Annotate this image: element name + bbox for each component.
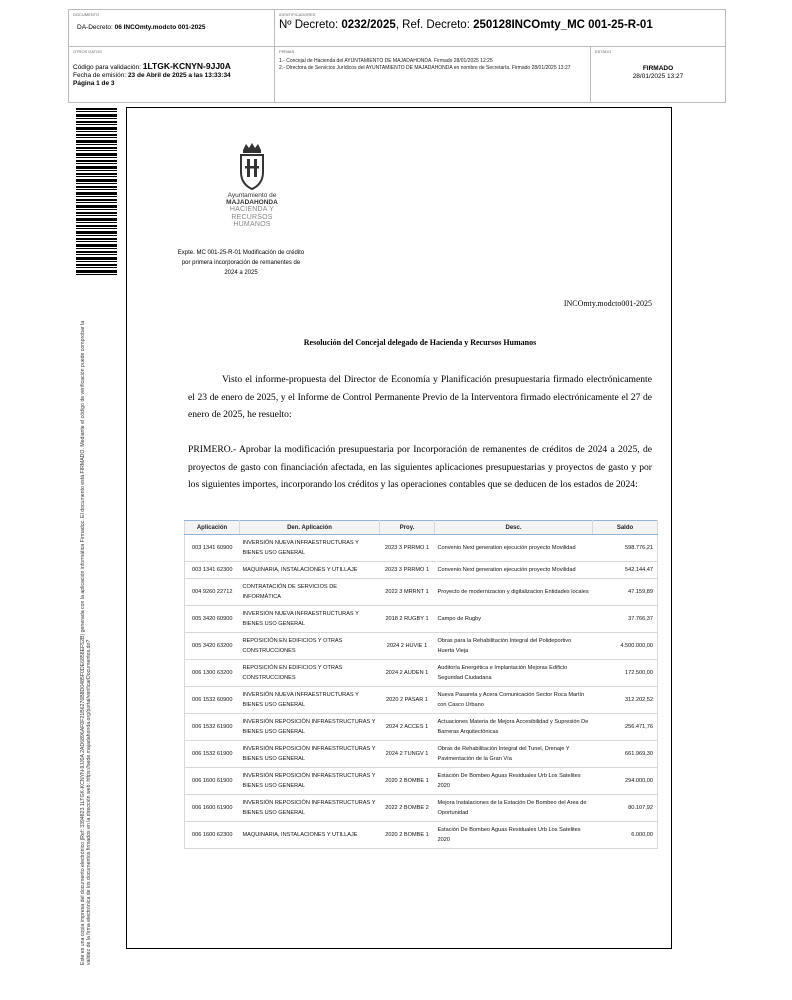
cell-aplicacion: 003 1341 60900 [185, 535, 240, 562]
page-counter: Página 1 de 3 [73, 80, 115, 87]
cell-den-aplicacion: INVERSIÓN REPOSICIÓN INFRAESTRUCTURAS Y BIENES USO GENERAL [240, 714, 380, 741]
cell-saldo: 661.969,30 [593, 741, 658, 768]
fecha-prefix: Fecha de emisión: [73, 72, 127, 79]
documento-value [77, 24, 206, 31]
ref-prefix: , Ref. Decreto: [395, 19, 470, 31]
paragraph-primero: PRIMERO.- Aprobar la modificación presupuestaria por Incorporación de remanentes de créditos de 2024 a 2025, de proyectos de gasto con financiación afectada, en las siguientes aplicaciones presupuestarias y proyectos de gasto y por los siguientes importes, incorporando los créditos y las operaciones contables que se deducen de los estados de 2024: [188, 444, 652, 490]
cell-proyecto: 2023 3 PRRMO 1 [380, 535, 435, 562]
cell-aplicacion: 006 1600 61900 [185, 795, 240, 822]
cell-descripcion: Convenio Next generation ejecución proyecto Movilidad [435, 562, 593, 579]
cell-aplicacion: 004 9260 22712 [185, 579, 240, 606]
validation-code[interactable] [73, 61, 231, 71]
documento-name: 06 INCOmty.modcto 001-2025 [114, 24, 206, 31]
cell-aplicacion: 006 1532 60900 [185, 687, 240, 714]
cell-descripcion: Convenio Next generation ejecución proyecto Movilidad [435, 535, 593, 562]
firma-item: 2.- Directora de Servicios Jurídicos del AYUNTAMIENTO DE MAJADAHONDA en nombre de Secretaría. Firmado 28/01/2025 13:27 [279, 64, 571, 71]
table-row [185, 660, 658, 687]
cell-den-aplicacion: INVERSIÓN NUEVA INFRAESTRUCTURAS Y BIENES USO GENERAL [240, 535, 380, 562]
cell-descripcion: Obras para la Rehabilitación Integral del Polideportivo Huerta Vieja [435, 633, 593, 660]
cell-descripcion: Auditoría Energética e Implantación Mejoras Edificio Seguridad Ciudadana [435, 660, 593, 687]
cell-aplicacion: 006 1300 63200 [185, 660, 240, 687]
cell-proyecto: 2018 2 RUGBY 1 [380, 606, 435, 633]
cell-descripcion: Nueva Pasarela y Acera Comunicación Sector Roca Martín con Casco Urbano [435, 687, 593, 714]
table-row [185, 606, 658, 633]
cell-den-aplicacion: INVERSIÓN REPOSICIÓN INFRAESTRUCTURAS Y BIENES USO GENERAL [240, 795, 380, 822]
logo-line-3: HACIENDA Y RECURSOS [229, 206, 275, 221]
document-reference: INCOmty.modcto001-2025 [563, 299, 652, 308]
identificadores-cell [275, 10, 725, 47]
decreto-prefix: Nº Decreto: [279, 19, 339, 31]
cell-descripcion: Mejora Instalaciones de la Estación De Bombeo del Area de Oportunidad [435, 795, 593, 822]
cell-den-aplicacion: MAQUINARIA, INSTALACIONES Y UTILLAJE [240, 822, 380, 849]
firma-item: 1.- Concejal de Hacienda del AYUNTAMIENTO DE MAJADAHONDA. Firmado 28/01/2025 12:25 [279, 58, 493, 64]
signature-header [68, 9, 726, 103]
col-aplicacion: Aplicación [185, 521, 240, 535]
documento-prefix: DA-Decreto: [77, 24, 113, 31]
col-proyecto: Proy. [380, 521, 435, 535]
table-header-row [185, 521, 658, 535]
cell-saldo: 172.500,00 [593, 660, 658, 687]
table-row [185, 579, 658, 606]
cell-den-aplicacion: REPOSICIÓN EN EDIFICIOS Y OTRAS CONSTRUCCIONES [240, 633, 380, 660]
cell-saldo: 47.159,89 [593, 579, 658, 606]
table-row [185, 822, 658, 849]
cell-saldo: 294.000,00 [593, 768, 658, 795]
cell-proyecto: 2020 2 BOMBE 1 [380, 768, 435, 795]
table-body [185, 535, 658, 849]
firmas-label: FIRMAS [279, 49, 295, 54]
estado-cell [591, 47, 725, 102]
cell-descripcion: Estación De Bombeo Aguas Residuales Urb Los Satelites 2020 [435, 822, 593, 849]
cell-proyecto: 2020 2 PASAR 1 [380, 687, 435, 714]
paragraph-visto: Visto el informe-propuesta del Director de Economía y Planificación presupuestaria firmado electrónicamente el 23 de enero de 2025, y el Informe de Control Permanente Previo de la Interventora firmado electrónicamente el 27 de enero de 2025, he resuelto: [188, 374, 652, 420]
table-row [185, 562, 658, 579]
cell-descripcion: Obras de Rehabilitación Integral del Tunel, Drenaje Y Pavimentación de la Gran Vía [435, 741, 593, 768]
status-badge: FIRMADO [642, 65, 674, 72]
table-row [185, 633, 658, 660]
verification-side-text: Este es una copia impresa del documento electrónico (Ref: 3394823 1LTGK-KCNYN-9JJ0A 2AD6896AF0F21B6276B8D0485F0DE6858EF52B) generada con la aplicación informática Firmadoc. El documento está FIRMADO. Mediante el código de verificación puede comprobar la validez de la firma electrónica de los documentos firmados en la dirección web: https://sede.majadahonda.org/portal/verificarDocumentos.do? [80, 320, 93, 965]
cell-saldo: 4.500.000,00 [593, 633, 658, 660]
cell-aplicacion: 006 1600 61900 [185, 768, 240, 795]
fecha-value: 23 de Abril de 2025 a las 13:33:34 [127, 72, 231, 79]
cell-saldo: 598.776,21 [593, 535, 658, 562]
cell-saldo: 37.766,37 [593, 606, 658, 633]
table-row [185, 714, 658, 741]
logo-line-4: HUMANOS [233, 221, 271, 228]
cell-saldo: 542.144,47 [593, 562, 658, 579]
cell-aplicacion: 006 1600 62300 [185, 822, 240, 849]
cell-saldo: 6.000,00 [593, 822, 658, 849]
cell-proyecto: 2022 2 BOMBE 2 [380, 795, 435, 822]
cell-descripcion: Proyecto de modernizacion y digitalizacion Entidades locales [435, 579, 593, 606]
table-row [185, 795, 658, 822]
emission-date [73, 72, 231, 79]
firmas-cell [275, 47, 591, 102]
documento-cell [69, 10, 275, 47]
cell-proyecto: 2020 2 BOMBE 1 [380, 822, 435, 849]
municipality-logo [212, 142, 292, 234]
cell-proyecto: 2024 2 TUNGV 1 [380, 741, 435, 768]
col-den-aplicacion: Den. Aplicación [240, 521, 380, 535]
cell-proyecto: 2023 3 PRRMO 1 [380, 562, 435, 579]
identificadores-value [279, 19, 659, 31]
coat-of-arms-icon [235, 142, 269, 192]
codigo-prefix: Código para validación: [73, 64, 141, 71]
cell-descripcion: Campo de Rugby [435, 606, 593, 633]
documento-label: DOCUMENTO [73, 12, 100, 17]
budget-table [184, 520, 658, 849]
table-row [185, 687, 658, 714]
cell-descripcion: Estación De Bombeo Aguas Residuales Urb Los Satelites 2020 [435, 768, 593, 795]
cell-den-aplicacion: REPOSICIÓN EN EDIFICIOS Y OTRAS CONSTRUCCIONES [240, 660, 380, 687]
cell-den-aplicacion: INVERSIÓN NUEVA INFRAESTRUCTURAS Y BIENES USO GENERAL [240, 606, 380, 633]
cell-proyecto: 2024 2 ACCES 1 [380, 714, 435, 741]
logo-line-1: Ayuntamiento de [227, 192, 277, 199]
col-descripcion: Desc. [435, 521, 593, 535]
barcode [76, 108, 117, 276]
estado-label: ESTADO [595, 49, 612, 54]
cell-saldo: 80.107,92 [593, 795, 658, 822]
cell-proyecto: 2022 3 MRRNT 1 [380, 579, 435, 606]
cell-aplicacion: 003 1341 62300 [185, 562, 240, 579]
otros-label: OTROS DATOS [73, 49, 102, 54]
identificadores-label: IDENTIFICADORES [279, 12, 316, 17]
expediente-label: Expte. MC 001-25-R-01 Modificación de crédito por primera incorporación de remanentes de 2024 a 2025 [177, 250, 305, 276]
table-row [185, 535, 658, 562]
decreto-number: 0232/2025 [341, 19, 396, 31]
col-saldo: Saldo [593, 521, 658, 535]
cell-aplicacion: 005 3420 60900 [185, 606, 240, 633]
cell-aplicacion: 006 1532 61900 [185, 714, 240, 741]
cell-den-aplicacion: MAQUINARIA, INSTALACIONES Y UTILLAJE [240, 562, 380, 579]
cell-den-aplicacion: CONTRATACIÓN DE SERVICIOS DE INFORMÁTICA [240, 579, 380, 606]
logo-line-2: MAJADAHONDA [226, 199, 278, 206]
cell-proyecto: 2024 2 HUVIE 1 [380, 633, 435, 660]
firmas-list [279, 58, 585, 71]
resolution-title: Resolución del Concejal delegado de Hacienda y Recursos Humanos [303, 338, 537, 347]
cell-descripcion: Actuaciones Materia de Mejora Accesibilidad y Supresión De Barreras Arquitectónicas [435, 714, 593, 741]
cell-saldo: 256.471,76 [593, 714, 658, 741]
table-row [185, 768, 658, 795]
cell-den-aplicacion: INVERSIÓN REPOSICIÓN INFRAESTRUCTURAS Y BIENES USO GENERAL [240, 768, 380, 795]
cell-saldo: 312.202,52 [593, 687, 658, 714]
cell-aplicacion: 005 3420 63200 [185, 633, 240, 660]
estado-date: 28/01/2025 13:27 [632, 73, 684, 80]
codigo-value: 1LTGK-KCNYN-9JJ0A [142, 61, 231, 71]
cell-den-aplicacion: INVERSIÓN NUEVA INFRAESTRUCTURAS Y BIENES USO GENERAL [240, 687, 380, 714]
table-row [185, 741, 658, 768]
cell-aplicacion: 006 1532 61900 [185, 741, 240, 768]
otros-datos-cell [69, 47, 275, 102]
cell-proyecto: 2024 2 AUDEN 1 [380, 660, 435, 687]
estado-value [591, 65, 725, 81]
cell-den-aplicacion: INVERSIÓN REPOSICIÓN INFRAESTRUCTURAS Y BIENES USO GENERAL [240, 741, 380, 768]
ref-decreto: 250128INCOmty_MC 001-25-R-01 [473, 19, 653, 31]
